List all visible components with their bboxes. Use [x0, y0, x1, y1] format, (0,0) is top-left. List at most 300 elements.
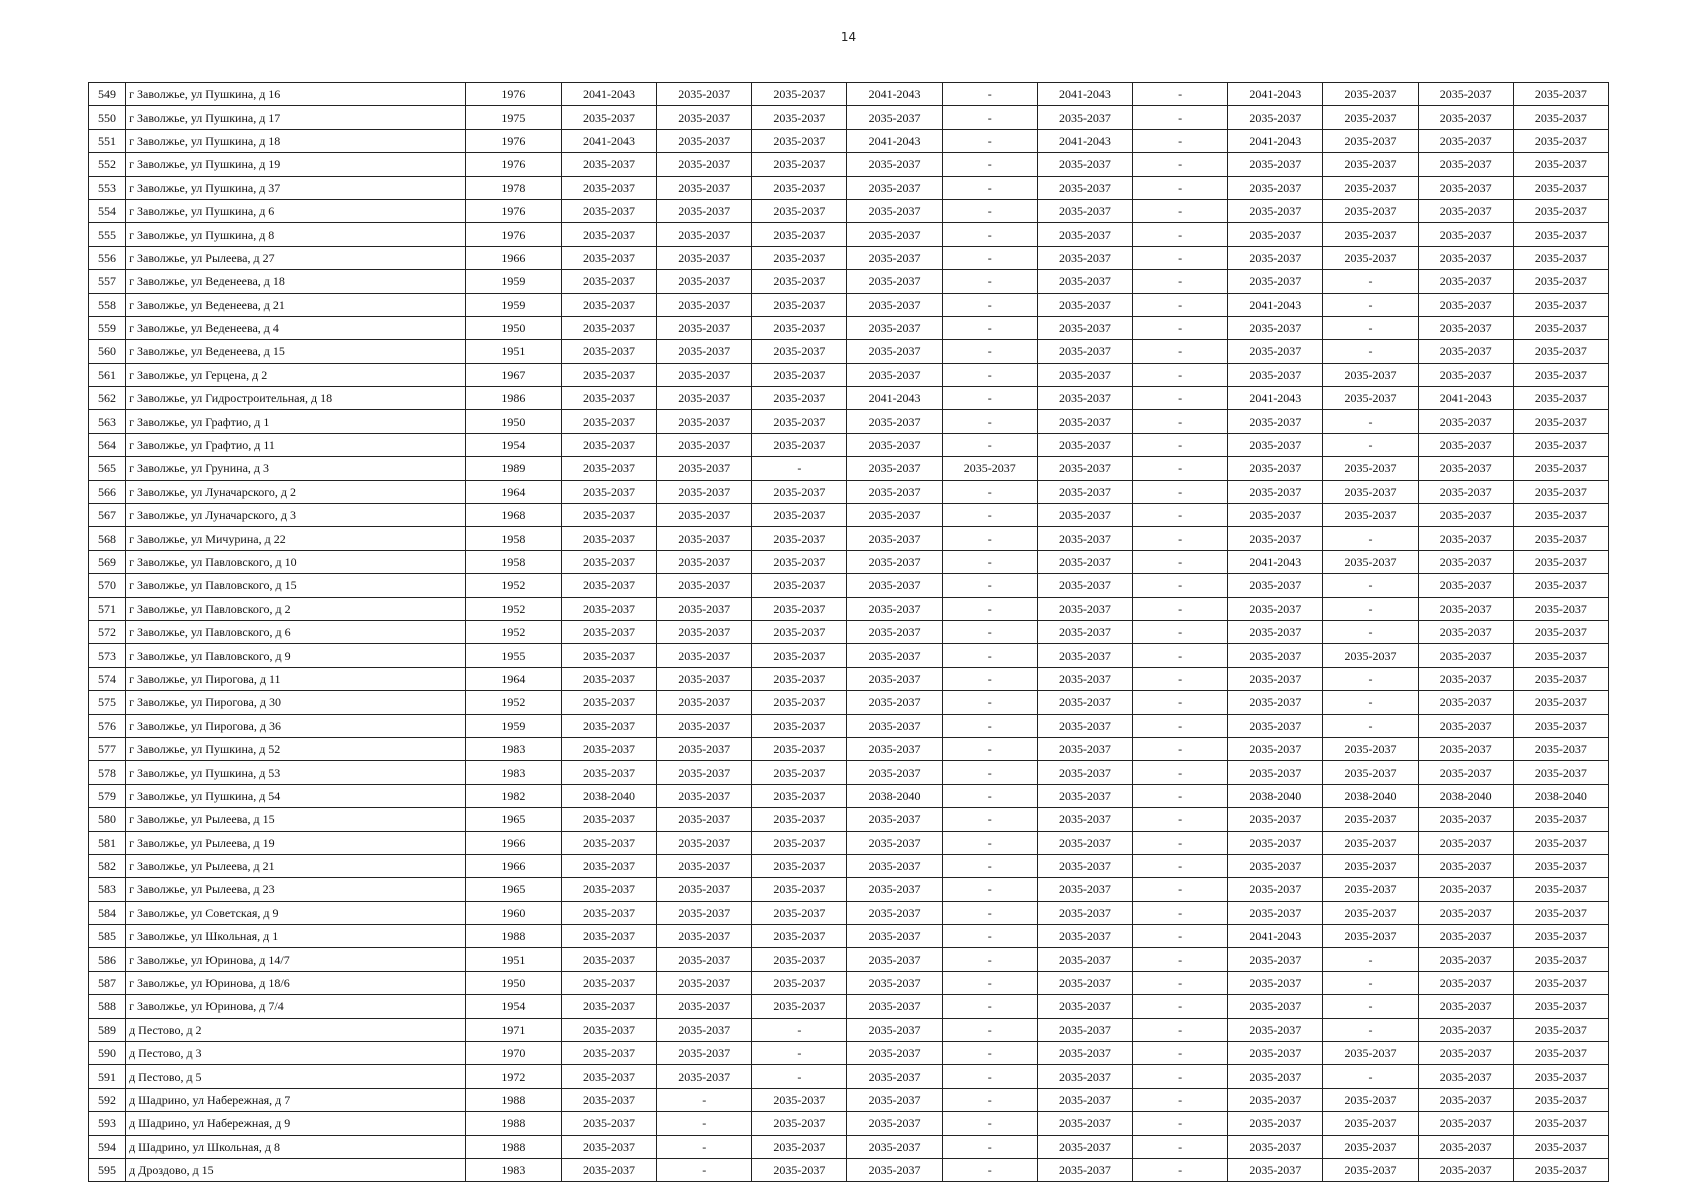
table-row: [89, 1088, 1609, 1111]
period-cell: 2035-2037: [657, 199, 752, 222]
row-number-cell: 552: [89, 153, 126, 176]
address-cell: г Заволжье, ул Пушкина, д 37: [126, 176, 466, 199]
period-cell: 2035-2037: [1323, 363, 1418, 386]
period-cell: 2035-2037: [1323, 901, 1418, 924]
address-cell: г Заволжье, ул Рылеева, д 27: [126, 246, 466, 269]
period-cell: 2035-2037: [657, 129, 752, 152]
period-cell: 2035-2037: [1037, 995, 1132, 1018]
period-cell: 2035-2037: [657, 878, 752, 901]
period-cell: 2035-2037: [1513, 223, 1608, 246]
year-built-cell: 1986: [465, 387, 561, 410]
row-number-cell: 572: [89, 620, 126, 643]
period-cell: -: [1133, 223, 1228, 246]
table-row: [89, 854, 1609, 877]
period-cell: 2035-2037: [1418, 480, 1513, 503]
period-cell: 2035-2037: [847, 878, 942, 901]
period-cell: 2035-2037: [847, 457, 942, 480]
period-cell: 2035-2037: [1418, 878, 1513, 901]
period-cell: 2035-2037: [847, 293, 942, 316]
period-cell: 2035-2037: [1037, 527, 1132, 550]
period-cell: 2035-2037: [657, 854, 752, 877]
period-cell: 2035-2037: [561, 316, 656, 339]
period-cell: -: [942, 644, 1037, 667]
period-cell: 2035-2037: [1228, 854, 1323, 877]
period-cell: 2035-2037: [752, 1088, 847, 1111]
period-cell: 2035-2037: [561, 293, 656, 316]
period-cell: 2035-2037: [1037, 176, 1132, 199]
period-cell: 2035-2037: [847, 199, 942, 222]
period-cell: -: [1323, 971, 1418, 994]
table-row: [89, 691, 1609, 714]
period-cell: 2035-2037: [752, 316, 847, 339]
period-cell: 2035-2037: [1323, 1042, 1418, 1065]
period-cell: 2035-2037: [752, 504, 847, 527]
year-built-cell: 1950: [465, 971, 561, 994]
period-cell: 2035-2037: [847, 737, 942, 760]
period-cell: 2035-2037: [1418, 1042, 1513, 1065]
period-cell: -: [942, 223, 1037, 246]
period-cell: 2035-2037: [847, 246, 942, 269]
period-cell: -: [942, 1088, 1037, 1111]
row-number-cell: 592: [89, 1088, 126, 1111]
period-cell: -: [1133, 1088, 1228, 1111]
period-cell: 2035-2037: [1418, 316, 1513, 339]
period-cell: 2035-2037: [752, 691, 847, 714]
period-cell: 2035-2037: [752, 83, 847, 106]
row-number-cell: 594: [89, 1135, 126, 1158]
period-cell: 2035-2037: [561, 387, 656, 410]
period-cell: 2035-2037: [657, 925, 752, 948]
period-cell: 2035-2037: [1228, 1065, 1323, 1088]
period-cell: 2035-2037: [561, 971, 656, 994]
period-cell: -: [1323, 270, 1418, 293]
period-cell: 2035-2037: [1228, 199, 1323, 222]
year-built-cell: 1950: [465, 316, 561, 339]
period-cell: 2035-2037: [561, 480, 656, 503]
period-cell: 2035-2037: [847, 410, 942, 433]
period-cell: 2035-2037: [1513, 620, 1608, 643]
period-cell: 2035-2037: [1228, 457, 1323, 480]
row-number-cell: 582: [89, 854, 126, 877]
period-cell: 2035-2037: [657, 667, 752, 690]
period-cell: 2035-2037: [1418, 574, 1513, 597]
row-number-cell: 593: [89, 1112, 126, 1135]
table-row: [89, 293, 1609, 316]
period-cell: 2035-2037: [752, 667, 847, 690]
period-cell: 2035-2037: [1513, 761, 1608, 784]
period-cell: 2035-2037: [1037, 363, 1132, 386]
period-cell: 2035-2037: [561, 457, 656, 480]
period-cell: 2035-2037: [561, 246, 656, 269]
period-cell: 2035-2037: [847, 1042, 942, 1065]
year-built-cell: 1954: [465, 433, 561, 456]
period-cell: -: [657, 1088, 752, 1111]
period-cell: 2035-2037: [561, 644, 656, 667]
period-cell: -: [942, 925, 1037, 948]
period-cell: 2035-2037: [1037, 270, 1132, 293]
period-cell: 2035-2037: [752, 784, 847, 807]
period-cell: 2035-2037: [1323, 83, 1418, 106]
table-row: [89, 410, 1609, 433]
row-number-cell: 555: [89, 223, 126, 246]
table-row: [89, 971, 1609, 994]
year-built-cell: 1965: [465, 878, 561, 901]
period-cell: -: [1133, 971, 1228, 994]
period-cell: 2035-2037: [847, 854, 942, 877]
period-cell: 2035-2037: [1037, 620, 1132, 643]
period-cell: 2035-2037: [561, 691, 656, 714]
period-cell: 2035-2037: [1513, 410, 1608, 433]
address-cell: г Заволжье, ул Веденеева, д 18: [126, 270, 466, 293]
period-cell: 2035-2037: [847, 831, 942, 854]
table-row: [89, 246, 1609, 269]
row-number-cell: 566: [89, 480, 126, 503]
row-number-cell: 595: [89, 1158, 126, 1181]
period-cell: -: [1133, 854, 1228, 877]
period-cell: 2035-2037: [1228, 948, 1323, 971]
period-cell: -: [1323, 948, 1418, 971]
row-number-cell: 575: [89, 691, 126, 714]
period-cell: 2035-2037: [1513, 199, 1608, 222]
table-row: [89, 129, 1609, 152]
period-cell: 2035-2037: [847, 223, 942, 246]
period-cell: 2035-2037: [1228, 808, 1323, 831]
period-cell: 2035-2037: [1037, 153, 1132, 176]
period-cell: 2035-2037: [1228, 316, 1323, 339]
table-row: [89, 106, 1609, 129]
period-cell: 2035-2037: [1513, 1018, 1608, 1041]
period-cell: -: [942, 129, 1037, 152]
address-cell: г Заволжье, ул Пушкина, д 52: [126, 737, 466, 760]
period-cell: -: [1133, 574, 1228, 597]
table-row: [89, 761, 1609, 784]
period-cell: -: [1133, 808, 1228, 831]
row-number-cell: 558: [89, 293, 126, 316]
page-number: 14: [840, 30, 857, 44]
period-cell: 2035-2037: [752, 1135, 847, 1158]
period-cell: 2035-2037: [1228, 246, 1323, 269]
row-number-cell: 584: [89, 901, 126, 924]
period-cell: 2035-2037: [1513, 153, 1608, 176]
year-built-cell: 1975: [465, 106, 561, 129]
period-cell: 2035-2037: [1037, 597, 1132, 620]
year-built-cell: 1983: [465, 737, 561, 760]
period-cell: 2035-2037: [1037, 761, 1132, 784]
period-cell: -: [1133, 1112, 1228, 1135]
period-cell: 2035-2037: [752, 223, 847, 246]
period-cell: -: [1133, 316, 1228, 339]
period-cell: 2035-2037: [752, 854, 847, 877]
period-cell: 2035-2037: [752, 737, 847, 760]
period-cell: 2035-2037: [561, 153, 656, 176]
address-cell: д Пестово, д 5: [126, 1065, 466, 1088]
period-cell: 2035-2037: [1513, 246, 1608, 269]
period-cell: 2041-2043: [1228, 129, 1323, 152]
period-cell: 2035-2037: [1418, 691, 1513, 714]
period-cell: 2035-2037: [847, 153, 942, 176]
period-cell: 2035-2037: [1418, 995, 1513, 1018]
period-cell: -: [942, 714, 1037, 737]
year-built-cell: 1965: [465, 808, 561, 831]
address-cell: г Заволжье, ул Рылеева, д 19: [126, 831, 466, 854]
period-cell: 2035-2037: [1418, 246, 1513, 269]
period-cell: 2035-2037: [1513, 948, 1608, 971]
period-cell: 2035-2037: [1323, 199, 1418, 222]
row-number-cell: 573: [89, 644, 126, 667]
period-cell: 2035-2037: [1513, 1158, 1608, 1181]
period-cell: 2035-2037: [657, 527, 752, 550]
table-row: [89, 480, 1609, 503]
address-cell: д Шадрино, ул Набережная, д 7: [126, 1088, 466, 1111]
period-cell: 2035-2037: [752, 176, 847, 199]
table-row: [89, 737, 1609, 760]
period-cell: 2035-2037: [752, 714, 847, 737]
period-cell: 2035-2037: [1418, 270, 1513, 293]
period-cell: -: [942, 808, 1037, 831]
period-cell: 2041-2043: [1228, 293, 1323, 316]
period-cell: 2035-2037: [847, 620, 942, 643]
period-cell: 2035-2037: [561, 199, 656, 222]
period-cell: 2035-2037: [847, 1065, 942, 1088]
period-cell: -: [942, 410, 1037, 433]
table-row: [89, 550, 1609, 573]
period-cell: 2035-2037: [752, 948, 847, 971]
period-cell: 2035-2037: [1037, 1042, 1132, 1065]
period-cell: -: [1133, 1135, 1228, 1158]
address-cell: г Заволжье, ул Луначарского, д 2: [126, 480, 466, 503]
period-cell: -: [942, 1042, 1037, 1065]
address-cell: г Заволжье, ул Павловского, д 15: [126, 574, 466, 597]
period-cell: 2035-2037: [1513, 270, 1608, 293]
period-cell: 2035-2037: [1323, 925, 1418, 948]
period-cell: 2035-2037: [1513, 1135, 1608, 1158]
period-cell: -: [942, 737, 1037, 760]
period-cell: -: [1133, 457, 1228, 480]
period-cell: 2035-2037: [1418, 1135, 1513, 1158]
table-row: [89, 667, 1609, 690]
row-number-cell: 591: [89, 1065, 126, 1088]
address-cell: г Заволжье, ул Школьная, д 1: [126, 925, 466, 948]
period-cell: 2035-2037: [657, 223, 752, 246]
period-cell: -: [942, 620, 1037, 643]
period-cell: 2035-2037: [847, 340, 942, 363]
period-cell: 2035-2037: [657, 176, 752, 199]
address-cell: г Заволжье, ул Пирогова, д 11: [126, 667, 466, 690]
period-cell: 2035-2037: [657, 714, 752, 737]
period-cell: -: [1133, 83, 1228, 106]
period-cell: 2035-2037: [1037, 223, 1132, 246]
period-cell: 2035-2037: [1037, 199, 1132, 222]
period-cell: 2035-2037: [1513, 550, 1608, 573]
period-cell: 2035-2037: [561, 948, 656, 971]
period-cell: 2035-2037: [561, 737, 656, 760]
period-cell: 2035-2037: [1037, 246, 1132, 269]
period-cell: 2035-2037: [561, 223, 656, 246]
period-cell: -: [942, 901, 1037, 924]
period-cell: -: [1133, 784, 1228, 807]
period-cell: -: [752, 1065, 847, 1088]
period-cell: 2035-2037: [561, 808, 656, 831]
period-cell: 2035-2037: [1513, 527, 1608, 550]
period-cell: 2035-2037: [657, 948, 752, 971]
period-cell: 2035-2037: [847, 995, 942, 1018]
period-cell: 2041-2043: [1228, 925, 1323, 948]
period-cell: 2035-2037: [752, 971, 847, 994]
period-cell: -: [942, 199, 1037, 222]
period-cell: 2035-2037: [561, 901, 656, 924]
year-built-cell: 1988: [465, 1112, 561, 1135]
year-built-cell: 1966: [465, 831, 561, 854]
row-number-cell: 568: [89, 527, 126, 550]
period-cell: 2035-2037: [1418, 1088, 1513, 1111]
address-cell: г Заволжье, ул Веденеева, д 15: [126, 340, 466, 363]
row-number-cell: 557: [89, 270, 126, 293]
period-cell: 2035-2037: [1228, 691, 1323, 714]
year-built-cell: 1983: [465, 1158, 561, 1181]
period-cell: -: [942, 878, 1037, 901]
year-built-cell: 1955: [465, 644, 561, 667]
period-cell: 2035-2037: [1228, 270, 1323, 293]
period-cell: 2035-2037: [1228, 831, 1323, 854]
period-cell: 2035-2037: [752, 340, 847, 363]
period-cell: -: [942, 667, 1037, 690]
period-cell: -: [942, 761, 1037, 784]
period-cell: 2035-2037: [1323, 761, 1418, 784]
row-number-cell: 581: [89, 831, 126, 854]
address-cell: д Шадрино, ул Набережная, д 9: [126, 1112, 466, 1135]
period-cell: 2035-2037: [847, 597, 942, 620]
period-cell: 2035-2037: [1513, 340, 1608, 363]
period-cell: 2035-2037: [561, 504, 656, 527]
period-cell: 2035-2037: [1323, 504, 1418, 527]
period-cell: -: [657, 1135, 752, 1158]
period-cell: -: [1133, 199, 1228, 222]
period-cell: 2041-2043: [847, 129, 942, 152]
year-built-cell: 1976: [465, 199, 561, 222]
period-cell: -: [1323, 293, 1418, 316]
row-number-cell: 588: [89, 995, 126, 1018]
address-cell: г Заволжье, ул Графтио, д 11: [126, 433, 466, 456]
period-cell: 2035-2037: [657, 550, 752, 573]
period-cell: 2035-2037: [752, 293, 847, 316]
table-row: [89, 1135, 1609, 1158]
row-number-cell: 551: [89, 129, 126, 152]
address-cell: г Заволжье, ул Павловского, д 9: [126, 644, 466, 667]
period-cell: 2035-2037: [1418, 925, 1513, 948]
period-cell: 2035-2037: [1418, 667, 1513, 690]
address-cell: г Заволжье, ул Пушкина, д 53: [126, 761, 466, 784]
period-cell: 2035-2037: [1513, 714, 1608, 737]
period-cell: 2035-2037: [1037, 667, 1132, 690]
row-number-cell: 576: [89, 714, 126, 737]
period-cell: -: [752, 1042, 847, 1065]
period-cell: -: [942, 1018, 1037, 1041]
period-cell: 2035-2037: [561, 363, 656, 386]
table-row: [89, 457, 1609, 480]
period-cell: -: [657, 1158, 752, 1181]
period-cell: 2035-2037: [847, 948, 942, 971]
year-built-cell: 1964: [465, 480, 561, 503]
period-cell: 2035-2037: [1037, 878, 1132, 901]
period-cell: 2035-2037: [942, 457, 1037, 480]
address-cell: г Заволжье, ул Павловского, д 2: [126, 597, 466, 620]
year-built-cell: 1989: [465, 457, 561, 480]
period-cell: 2035-2037: [1228, 527, 1323, 550]
period-cell: 2035-2037: [561, 1065, 656, 1088]
table-row: [89, 1065, 1609, 1088]
period-cell: -: [1133, 995, 1228, 1018]
period-cell: 2035-2037: [1513, 971, 1608, 994]
table-row: [89, 363, 1609, 386]
period-cell: 2035-2037: [1228, 106, 1323, 129]
period-cell: 2035-2037: [561, 410, 656, 433]
period-cell: 2035-2037: [561, 1088, 656, 1111]
period-cell: 2035-2037: [1418, 597, 1513, 620]
period-cell: 2035-2037: [1037, 550, 1132, 573]
period-cell: -: [1133, 644, 1228, 667]
row-number-cell: 580: [89, 808, 126, 831]
period-cell: 2035-2037: [847, 1112, 942, 1135]
address-cell: г Заволжье, ул Грунина, д 3: [126, 457, 466, 480]
period-cell: -: [942, 1135, 1037, 1158]
period-cell: 2035-2037: [1323, 854, 1418, 877]
period-cell: 2035-2037: [1228, 433, 1323, 456]
period-cell: 2035-2037: [1323, 808, 1418, 831]
period-cell: -: [942, 106, 1037, 129]
period-cell: 2035-2037: [1513, 457, 1608, 480]
table-row: [89, 597, 1609, 620]
period-cell: 2035-2037: [847, 574, 942, 597]
table-row: [89, 644, 1609, 667]
period-cell: 2041-2043: [1037, 129, 1132, 152]
year-built-cell: 1952: [465, 620, 561, 643]
period-cell: -: [942, 316, 1037, 339]
period-cell: 2035-2037: [1513, 106, 1608, 129]
period-cell: -: [1133, 106, 1228, 129]
period-cell: -: [1323, 995, 1418, 1018]
period-cell: 2035-2037: [1037, 457, 1132, 480]
period-cell: 2035-2037: [1513, 854, 1608, 877]
period-cell: 2035-2037: [1513, 176, 1608, 199]
year-built-cell: 1952: [465, 597, 561, 620]
period-cell: 2035-2037: [1418, 223, 1513, 246]
period-cell: -: [1133, 925, 1228, 948]
period-cell: 2035-2037: [1037, 504, 1132, 527]
period-cell: -: [942, 574, 1037, 597]
period-cell: 2035-2037: [561, 1112, 656, 1135]
address-cell: г Заволжье, ул Пушкина, д 19: [126, 153, 466, 176]
period-cell: -: [942, 480, 1037, 503]
period-cell: 2035-2037: [1323, 878, 1418, 901]
period-cell: 2035-2037: [1323, 737, 1418, 760]
period-cell: 2035-2037: [1418, 153, 1513, 176]
period-cell: 2035-2037: [561, 433, 656, 456]
period-cell: 2035-2037: [752, 1112, 847, 1135]
period-cell: 2035-2037: [1513, 925, 1608, 948]
period-cell: 2035-2037: [657, 410, 752, 433]
table-row: [89, 901, 1609, 924]
period-cell: -: [942, 854, 1037, 877]
year-built-cell: 1970: [465, 1042, 561, 1065]
period-cell: -: [657, 1112, 752, 1135]
period-cell: 2035-2037: [657, 83, 752, 106]
year-built-cell: 1959: [465, 270, 561, 293]
period-cell: 2035-2037: [1323, 223, 1418, 246]
year-built-cell: 1978: [465, 176, 561, 199]
row-number-cell: 587: [89, 971, 126, 994]
period-cell: -: [1133, 433, 1228, 456]
address-cell: г Заволжье, ул Рылеева, д 15: [126, 808, 466, 831]
